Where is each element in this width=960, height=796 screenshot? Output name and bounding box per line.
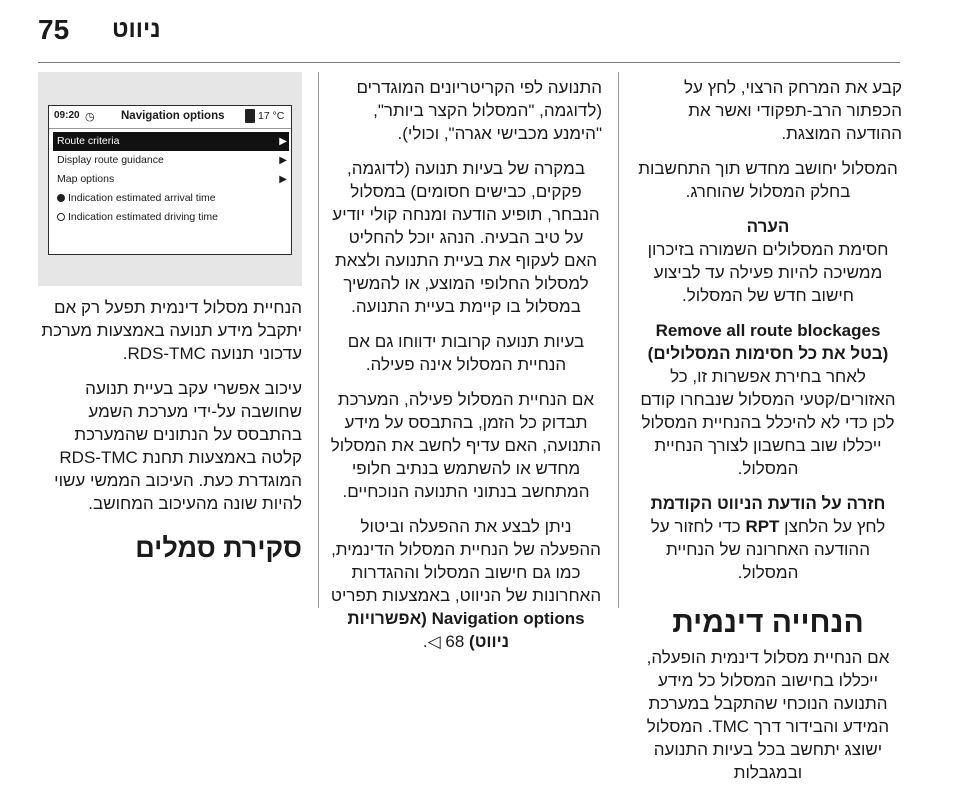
thermometer-icon [245,109,255,123]
paragraph: התנועה לפי הקריטריונים המוגדרים (לדוגמה, "המסלול הקצר ביותר", "הימנע מכבישי אגרה", וכולי). [356,78,602,143]
menu-item-label: Map options [57,173,115,185]
clock-icon: ◷ [85,111,95,123]
column-divider [318,72,319,608]
paragraph: עיכוב אפשרי עקב בעיית תנועה שחושבה על-ידי מערכת השמע בהתבסס על הנתונים שהמערכת קלטה באמצעות תחנת RDS-TMC המוגדרת כעת. העיכוב הממשי עשוי להיות שונה מהעיכוב המחושב. [54,379,302,513]
remove-blockages-body: לאחר בחירת אפשרות זו, כל האזורים/קטעי המסלול שנבחרו קודם לכן כדי לא להיכלל בהנחיית המסלול ייכללו שוב בחשבון לצורך הנחיית המסלול. [640,367,896,478]
page-reference: 68 ◁. [422,632,465,651]
dynamic-guidance-title: הנחייה דינמית [672,606,864,639]
menu-item-label: Display route guidance [57,154,164,166]
note-body: חסימת המסלולים השמורה בזיכרון ממשיכה להיות פעילה עד לביצוע חישוב חדש של המסלול. [647,240,889,305]
dynamic-guidance-body: אם הנחיית מסלול דינמית הופעלה, ייכללו בחישוב המסלול כל מידע התנועה הנוכחי שהתקבל במערכת המידע והבידור דרך TMC. המסלול ישוצג יתחשב בכל בעיות התנועה ובמגבלות [646,648,890,782]
screen-temperature: 17 °C [258,110,285,122]
rpt-button-label: RPT [745,517,780,536]
paragraph: במקרה של בעיות תנועה (לדוגמה, פקקים, כבישים חסומים) במסלול הנבחר, תופיע הודעה ומנחה קולי יודיע על טיב הבעיה. הנהג יוכל להחליט האם לעקוף את בעיית התנועה ולצאת למסלול החלופי המוצע, או להמשיך במסלול בו קיימת בעיית התנועה. [332,159,600,316]
radio-selected-icon [57,194,65,202]
remove-blockages-title-en: Remove all route blockages [655,321,881,340]
text-run: לחץ על הלחצן [784,517,886,536]
column-right [634,76,902,796]
menu-item-label: Indication estimated driving time [68,211,218,223]
column-divider [618,72,619,608]
remove-blockages-title [634,319,902,365]
page-header [0,0,960,64]
header-rule [38,62,900,63]
text-run: כדי לחזור על ההודעה האחרונה של הנחיית המסלול. [650,517,870,582]
screen-status-bar [49,106,291,129]
repeat-body [634,515,902,584]
screen-title: Navigation options [121,110,225,122]
paragraph: קבע את המרחק הרצוי, לחץ על הכפתור הרב-תפקודי ואשר את ההודעה המוצגת. [683,78,902,143]
repeat-title: חזרה על הודעת הניווט הקודמת [650,494,886,513]
chevron-right-icon: ▶ [279,136,287,147]
menu-item-route-criteria[interactable] [53,132,289,151]
chevron-right-icon: ▶ [279,155,287,166]
chevron-right-icon: ▶ [279,174,287,185]
section-title: ניווט [112,16,161,43]
menu-item-display-route-guidance[interactable] [53,151,289,170]
paragraph [330,515,602,653]
radio-unselected-icon [57,213,65,221]
column-middle [330,76,602,665]
text-run: ניתן לבצע את ההפעלה וביטול ההפעלה של הנחיית המסלול הדינמית, כמו גם חישוב המסלול וההגדרות האחרונות של הניווט, באמצעות תפריט [330,517,602,605]
menu-item-label: Indication estimated arrival time [68,192,216,204]
symbols-overview-title: סקירת סמלים [135,533,302,563]
note-title: הערה [746,217,790,236]
remove-blockages-title-he: (בטל את כל חסימות המסלולים) [647,344,889,363]
menu-item-map-options[interactable] [53,170,289,189]
navigation-options-screenshot [38,72,302,286]
menu-item-label: Route criteria [57,135,120,147]
menu-reference-he: (אפשרויות ניווט) [347,609,510,651]
paragraph: אם הנחיית המסלול פעילה, המערכת תבדוק כל הזמן, בהתבסס על מידע התנועה, האם עדיף לחשב את המסלול מחדש או להשתמש בנתיב חלופי המתחשב בנתוני התנועה הנוכחיים. [330,390,602,501]
screen-time: 09:20 [54,110,80,121]
options-menu [53,132,289,227]
menu-item-driving-time[interactable] [53,208,289,227]
paragraph: הנחיית מסלול דינמית תפעל רק אם יתקבל מידע תנועה באמצעות מערכת עדכוני תנועה RDS-TMC. [41,298,302,363]
paragraph: בעיות תנועה קרובות ידווחו גם אם הנחיית המסלול אינה פעילה. [347,332,585,374]
page-number: 75 [38,14,70,45]
paragraph: המסלול יחושב מחדש תוך התחשבות בחלק המסלול שהוחרג. [638,159,898,201]
menu-item-arrival-time[interactable] [53,189,289,208]
menu-reference: Navigation options [431,609,585,628]
column-left [38,296,302,571]
display-screen [48,105,292,255]
